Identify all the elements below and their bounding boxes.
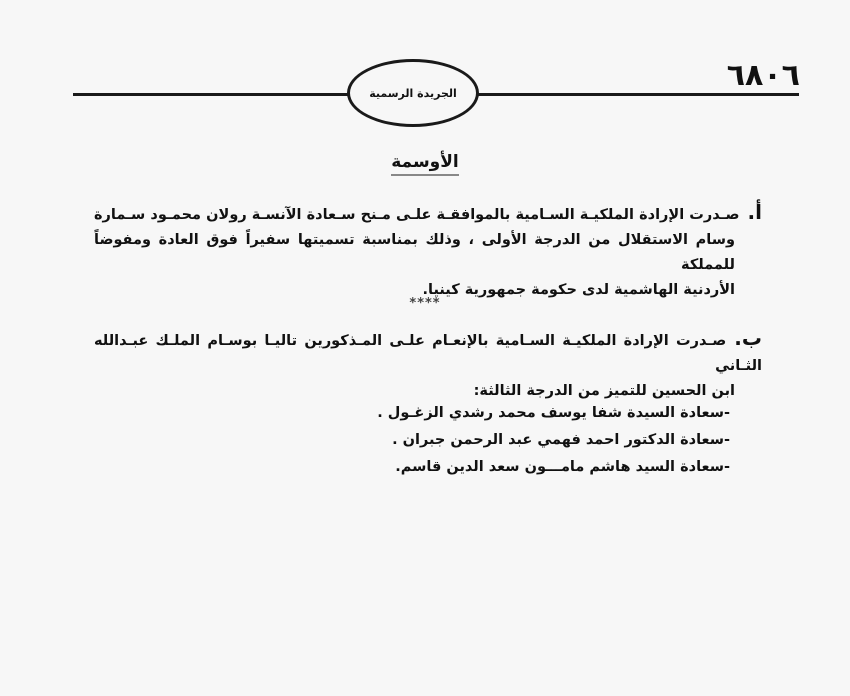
publication-name: الجريدة الرسمية <box>369 86 457 100</box>
paragraph-a-line-2: وسام الاستقلال من الدرجة الأولى ، وذلك بمناسبة تسميتها سفيراً فوق العادة ومفوضاً للمملكة <box>94 232 735 273</box>
section-title-wrap <box>0 152 850 172</box>
recipient-item: -سعادة السيدة شفا يوسف محمد رشدي الزغـول . <box>377 405 730 421</box>
paragraph-a-marker: أ. <box>747 200 762 224</box>
section-separator: **** <box>409 296 441 311</box>
paragraph-a <box>94 200 762 303</box>
paragraph-b-line-1 <box>94 326 762 379</box>
paragraph-a-line-1 <box>94 200 762 228</box>
paragraph-b <box>94 326 762 404</box>
recipients-list <box>377 400 730 481</box>
paragraph-b-text-1: صـدرت الإرادة الملكيـة السـامية بالإنعـام علـى المـذكورين تاليـا بوسـام الملـك عبـدالله الثـاني <box>94 333 762 374</box>
recipient-item: -سعادة السيد هاشم مامـــون سعد الدين قاسم. <box>395 459 730 475</box>
page-number: ٦٨٠٦ <box>726 58 800 93</box>
recipient-item: -سعادة الدكتور احمد فهمي عبد الرحمن جبران . <box>392 432 730 448</box>
paragraph-b-line-2: ابن الحسين للتميز من الدرجة الثالثة: <box>473 383 735 399</box>
paragraph-a-text-1: صـدرت الإرادة الملكيـة السـامية بالموافقـة علـى مـنح سـعادة الآنسـة رولان محمـود سـمارة <box>94 207 740 223</box>
paragraph-a-line-3: الأردنية الهاشمية لدى حكومة جمهورية كينيا. <box>422 282 735 298</box>
paragraph-b-marker: ب. <box>734 326 762 350</box>
section-title: الأوسمة <box>391 152 458 176</box>
publication-emblem <box>347 59 479 127</box>
